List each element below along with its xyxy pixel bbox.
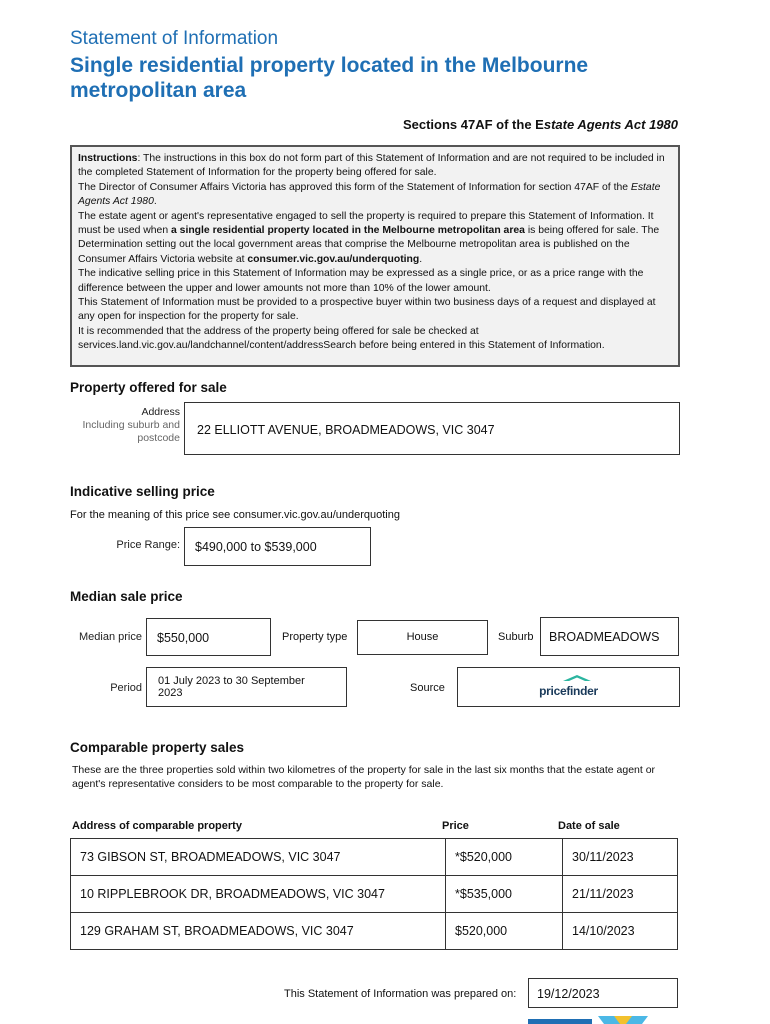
period-field[interactable] [146, 667, 347, 707]
instructions-p3c: is being offered for sale. The Determination setting out the local government areas that comprise the Melbourne metropolitan area is published on the Consumer Affairs Victoria website at [78, 225, 660, 265]
prepared-date-field[interactable] [528, 978, 678, 1008]
row-date[interactable]: 30/11/2023 [563, 839, 678, 876]
row-price[interactable]: *$520,000 [446, 839, 563, 876]
property-type-label: Property type [282, 631, 348, 643]
row-address[interactable]: 129 GRAHAM ST, BROADMEADOWS, VIC 3047 [71, 913, 446, 950]
row-date[interactable]: 14/10/2023 [563, 913, 678, 950]
table-row [71, 839, 678, 876]
instructions-p2c: . [153, 196, 157, 208]
comparable-table [70, 838, 678, 950]
table-row [71, 913, 678, 950]
period-value: 01 July 2023 to 30 September 2023 [158, 675, 305, 699]
price-range-label: Price Range: [116, 539, 180, 551]
instructions-p1-text: : The instructions in this box do not form part of this Statement of Information and are not required to be included in the completed Statement of Information for the property being offered for sale. [78, 153, 665, 179]
prepared-date-value: 19/12/2023 [537, 987, 600, 1001]
pricefinder-logo-icon [563, 675, 591, 682]
instructions-p2 [78, 181, 672, 210]
sections-reference [403, 117, 678, 132]
address-value: 22 ELLIOTT AVENUE, BROADMEADOWS, VIC 3047 [197, 423, 495, 437]
comparable-intro: These are the three properties sold within two kilometres of the property for sale in the last six months that the estate agent or agent's representative considers to be most comparable to the property for sale. [72, 764, 656, 790]
median-price-label: Median price [79, 631, 142, 643]
suburb-label: Suburb [498, 631, 534, 643]
instructions-label: Instructions [78, 153, 138, 164]
indicative-note: For the meaning of this price see consumer.vic.gov.au/underquoting [70, 509, 400, 521]
address-label-line3: postcode [137, 432, 180, 444]
suburb-value: BROADMEADOWS [549, 630, 660, 644]
row-address[interactable]: 10 RIPPLEBROOK DR, BROADMEADOWS, VIC 3047 [71, 876, 446, 913]
col-header-address: Address of comparable property [72, 820, 242, 832]
footer-logo-icon [528, 1016, 648, 1024]
price-range-value: $490,000 to $539,000 [195, 540, 317, 554]
instructions-p2b: Estate Agents Act 1980 [78, 181, 661, 208]
col-header-price: Price [442, 820, 469, 832]
source-value: pricefinder [539, 684, 598, 698]
table-row [71, 876, 678, 913]
source-field[interactable] [457, 667, 680, 707]
address-label [60, 406, 180, 445]
property-heading: Property offered for sale [70, 380, 227, 395]
instructions-p3b: a single residential property located in the Melbourne metropolitan area [171, 225, 525, 237]
address-label-line2: Including suburb and [82, 419, 180, 431]
instructions-p3 [78, 210, 672, 268]
row-address[interactable]: 73 GIBSON ST, BROADMEADOWS, VIC 3047 [71, 839, 446, 876]
row-price[interactable]: *$535,000 [446, 876, 563, 913]
sections-prefix: Sections 47AF of the E [402, 117, 544, 132]
instructions-p5: This Statement of Information must be provided to a prospective buyer within two business days of a request and displayed at any open for inspection for the property for sale. [78, 297, 656, 323]
median-price-value: $550,000 [157, 631, 210, 645]
comparable-heading: Comparable property sales [70, 740, 245, 755]
median-price-field[interactable] [146, 618, 271, 656]
instructions-p1 [78, 152, 672, 181]
row-date[interactable]: 21/11/2023 [563, 876, 678, 913]
address-label-line1: Address [141, 406, 180, 418]
address-field[interactable] [184, 402, 680, 455]
col-header-date: Date of sale [558, 820, 620, 832]
suburb-field[interactable] [540, 617, 679, 656]
instructions-p6: It is recommended that the address of the property being offered for sale be checked at services.land.vic.gov.au/landchannel/content/addressSearch before being entered in this Statement of Information. [78, 325, 605, 352]
document-title: Single residential property located in the Melbourne metropolitan area [70, 54, 589, 102]
instructions-p3e: . [419, 253, 423, 265]
document-subtitle: Statement of Information [70, 28, 279, 49]
median-heading: Median sale price [70, 589, 183, 604]
indicative-heading: Indicative selling price [70, 484, 215, 499]
instructions-p4: The indicative selling price in this Statement of Information may be expressed as a single price, or as a price range with the difference between the upper and lower amounts not more than 10% of the lower amount. [78, 268, 644, 294]
instructions-p2a: The Director of Consumer Affairs Victoria has approved this form of the Statement of Information for section 47AF of the [78, 181, 631, 193]
instructions-box [70, 145, 680, 367]
period-label: Period [110, 682, 142, 694]
row-price[interactable]: $520,000 [446, 913, 563, 950]
source-label: Source [410, 682, 445, 694]
underquoting-link[interactable]: consumer.vic.gov.au/underquoting [247, 253, 420, 265]
prepared-label: This Statement of Information was prepared on: [284, 988, 517, 1000]
property-type-value: House [406, 631, 439, 643]
property-type-field[interactable] [357, 620, 488, 655]
instructions-p3a: The estate agent or agent's representative engaged to sell the property is required to prepare this Statement of Information. It must be used when [78, 210, 654, 237]
price-range-field[interactable] [184, 527, 371, 566]
sections-act: state Agents Act 1980 [543, 117, 678, 132]
